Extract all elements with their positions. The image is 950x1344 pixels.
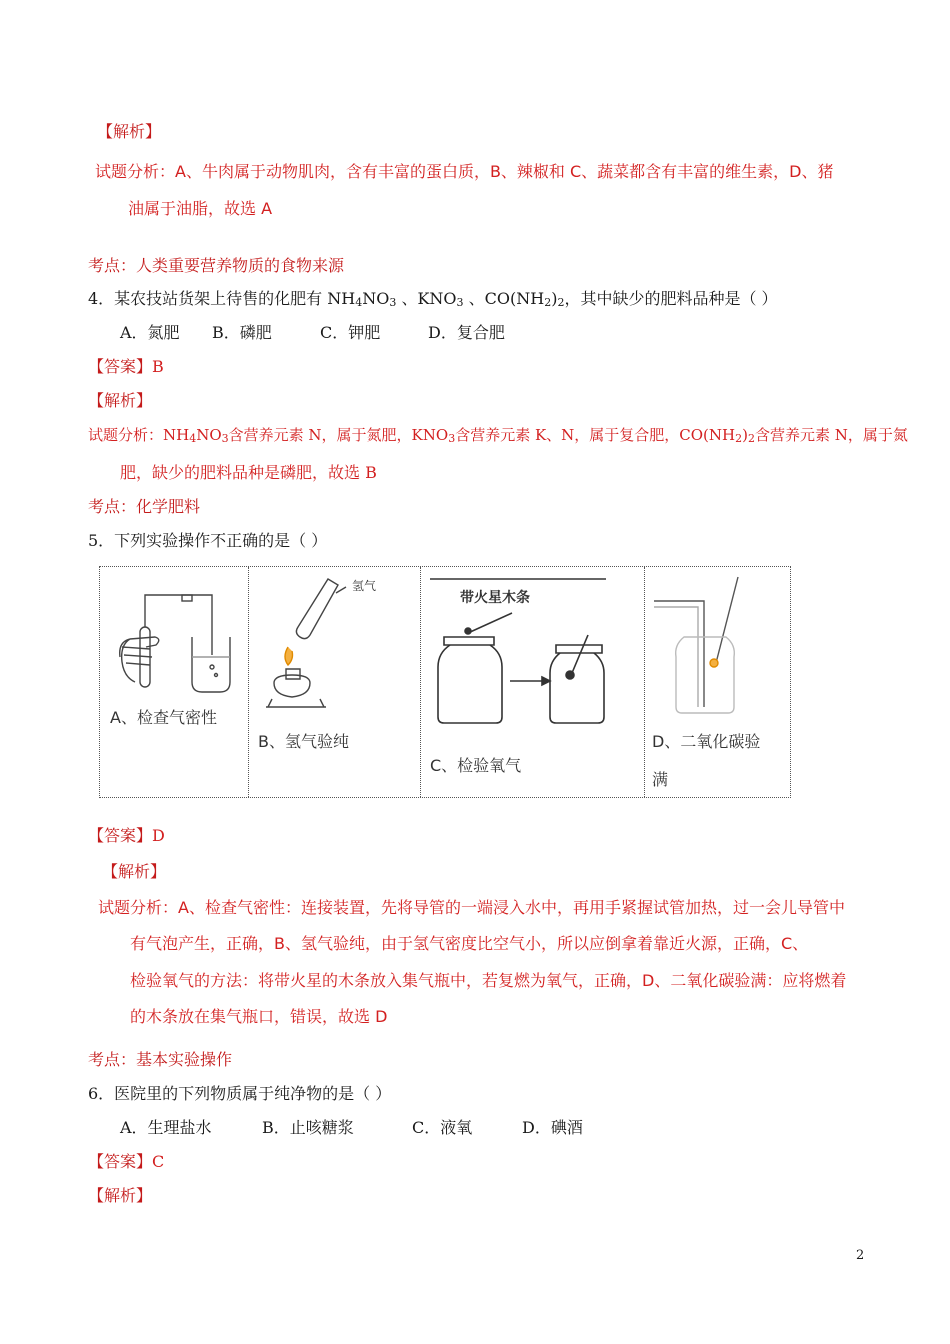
option-a: A．生理盐水: [120, 1118, 212, 1137]
analysis-text: 油属于油脂，故选 A: [128, 199, 273, 218]
answer-label: 【答案】: [88, 357, 153, 376]
stem-text: 、CO(NH: [463, 289, 545, 308]
analysis-label: 【解析】: [97, 122, 162, 141]
answer-line: [88, 825, 165, 847]
answer-label: 【答案】: [88, 826, 153, 845]
analysis-label: 【解析】: [88, 391, 153, 410]
option-b: B．磷肥: [212, 323, 272, 342]
hydrogen-purity-test-illustration: [248, 567, 420, 797]
analysis-text: 含营养元素 K、N，属于复合肥，CO(NH: [455, 426, 736, 444]
answer-line: [88, 1151, 164, 1173]
figure-cell-b: [248, 567, 421, 797]
analysis-text: 检验氧气的方法：将带火星的木条放入集气瓶中，若复燃为氧气，正确，D、二氧化碳验满：应将燃着: [130, 971, 847, 990]
stem-text: 、KNO: [396, 289, 457, 308]
subscript: 3: [389, 296, 397, 309]
analysis-text: 试题分析：A、牛肉属于动物肌肉，含有丰富的蛋白质，B、辣椒和 C、蔬菜都含有丰富的维生素，D、猪: [95, 162, 834, 181]
caption-a: A、检查气密性: [110, 708, 217, 727]
answer-line: [88, 356, 164, 378]
analysis-label: 【解析】: [102, 862, 167, 881]
analysis-text: 含营养元素 N，属于氮肥，KNO: [228, 426, 449, 444]
experiment-figure: [99, 566, 791, 798]
caption-d-cont: 满: [652, 770, 669, 789]
analysis-label: 【解析】: [88, 1186, 153, 1205]
option-b: B．止咳糖浆: [262, 1118, 354, 1137]
label-glowing-splint: 带火星木条: [460, 590, 530, 606]
subscript: 2: [544, 296, 552, 309]
subscript: 3: [448, 432, 456, 445]
kaodian: 考点：人类重要营养物质的食物来源: [88, 256, 345, 275]
caption-b: B、氢气验纯: [258, 732, 349, 751]
analysis-text: 的木条放在集气瓶口，错误，故选 D: [130, 1007, 388, 1026]
subscript: 4: [189, 432, 197, 445]
airtightness-check-illustration: [100, 567, 248, 797]
subscript: 2: [557, 296, 565, 309]
analysis-text: ): [742, 426, 748, 444]
stem-text: ，其中缺少的肥料品种是（ ）: [564, 289, 778, 308]
option-d: D．碘酒: [522, 1118, 583, 1137]
question-stem: 6．医院里的下列物质属于纯净物的是（ ）: [88, 1084, 392, 1103]
analysis-text: NO: [196, 426, 222, 444]
kaodian: 考点：化学肥料: [88, 497, 201, 516]
option-c: C．钾肥: [320, 323, 381, 342]
co2-full-test-illustration: [644, 567, 790, 797]
stem-text: ): [551, 289, 558, 308]
figure-cell-c: [420, 567, 645, 797]
question-stem: 5．下列实验操作不正确的是（ ）: [88, 531, 328, 550]
subscript: 3: [456, 296, 464, 309]
analysis-text: 有气泡产生，正确，B、氢气验纯，由于氢气密度比空气小，所以应倒拿着靠近火源，正确，C、: [130, 934, 809, 953]
subscript: 2: [747, 432, 755, 445]
subscript: 3: [221, 432, 229, 445]
label-hydrogen: 氢气: [352, 579, 377, 593]
analysis-text: 肥，缺少的肥料品种是磷肥，故选 B: [120, 463, 377, 482]
subscript: 2: [735, 432, 743, 445]
analysis-text: 试题分析：NH: [88, 426, 190, 444]
stem-text: 4．某农技站货架上待售的化肥有 NH: [88, 289, 356, 308]
kaodian: 考点：基本实验操作: [88, 1050, 233, 1069]
answer-value: D: [152, 826, 165, 845]
analysis-text: 试题分析：A、检查气密性：连接装置，先将导管的一端浸入水中，再用手紧握试管加热，过一会儿导管中: [98, 898, 845, 917]
question-stem: [88, 288, 778, 314]
stem-text: NO: [362, 289, 390, 308]
answer-value: B: [152, 357, 164, 376]
answer-value: C: [152, 1152, 165, 1171]
caption-d: D、二氧化碳验: [652, 732, 761, 751]
caption-c: C、检验氧气: [430, 756, 522, 775]
page-number: 2: [856, 1248, 865, 1263]
figure-cell-d: [644, 567, 790, 797]
analysis-text: 含营养元素 N，属于氮: [754, 426, 908, 444]
answer-label: 【答案】: [88, 1152, 153, 1171]
option-d: D．复合肥: [428, 323, 505, 342]
subscript: 4: [355, 296, 363, 309]
option-c: C．液氧: [412, 1118, 473, 1137]
analysis-text: [88, 424, 908, 450]
option-a: A．氮肥: [120, 323, 180, 342]
figure-cell-a: [100, 567, 249, 797]
